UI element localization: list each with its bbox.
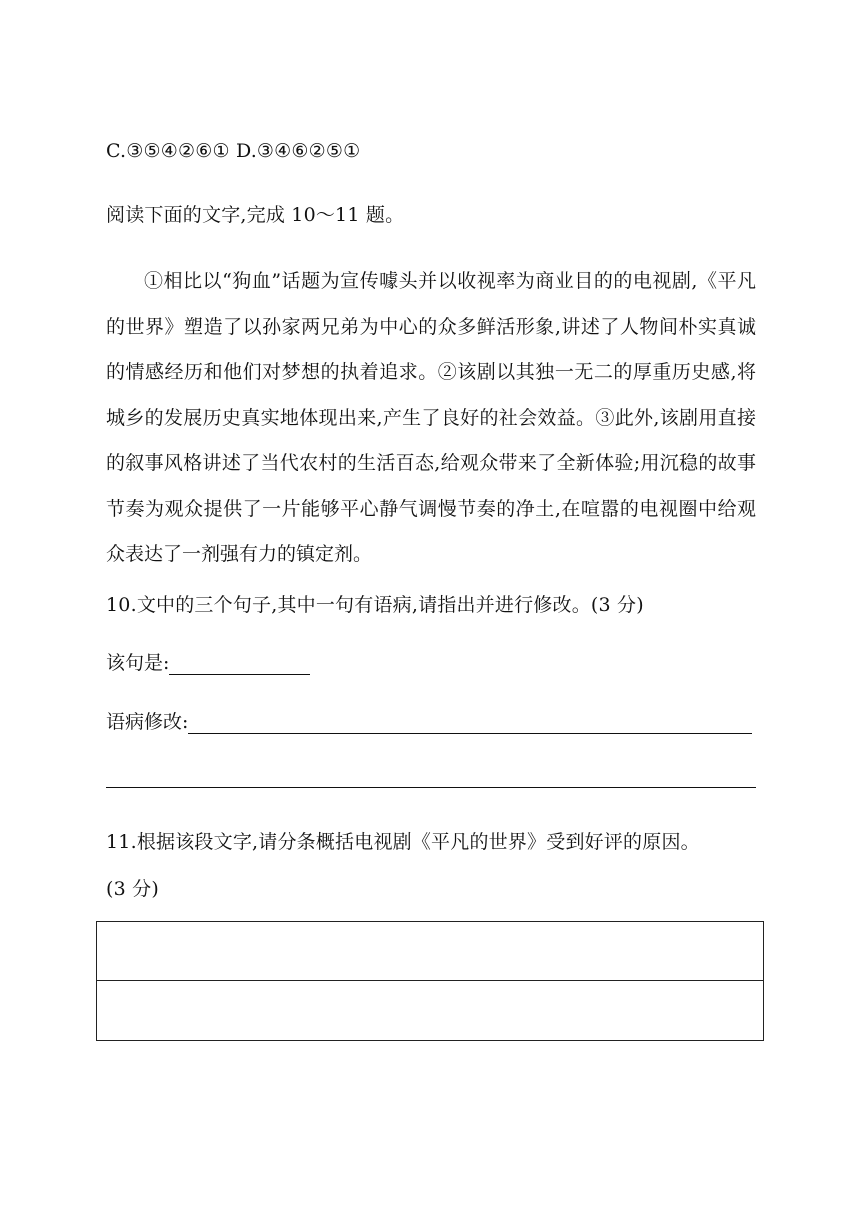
question-10-prompt: 10.文中的三个句子,其中一句有语病,请指出并进行修改。(3 分) <box>106 594 644 616</box>
answer-box-1[interactable] <box>97 922 763 981</box>
answer-options: C.③⑤④②⑥① D.③④⑥②⑤① <box>106 140 361 162</box>
question-11-answer-table <box>96 921 764 1041</box>
question-10-fix-row <box>106 707 752 734</box>
question-11-prompt: 11.根据该段文字,请分条概括电视剧《平凡的世界》受到好评的原因。 <box>106 831 700 853</box>
question-10-fix-blank-continued[interactable] <box>106 787 756 788</box>
question-10-sentence-blank[interactable] <box>169 648 310 675</box>
reading-passage: ①相比以“狗血”话题为宣传噱头并以收视率为商业目的的电视剧,《平凡的世界》塑造了以孙家两兄弟为中心的众多鲜活形象,讲述了人物间朴实真诚的情感经历和他们对梦想的执着追求。②该剧以其独一无二的厚重历史感,将城乡的发展历史真实地体现出来,产生了良好的社会效益。③此外,该剧用直接的叙事风格讲述了当代农村的生活百态,给观众带来了全新体验;用沉稳的故事节奏为观众提供了一片能够平心静气调慢节奏的净土,在喧嚣的电视圈中给观众表达了一剂强有力的镇定剂。 <box>106 270 756 565</box>
answer-box-2[interactable] <box>97 981 763 1040</box>
question-11-score: (3 分) <box>106 878 159 900</box>
question-10-fix-blank[interactable] <box>188 707 752 734</box>
question-10-sentence-label: 该句是: <box>106 652 170 674</box>
question-10-sentence-row <box>106 648 310 675</box>
reading-instruction: 阅读下面的文字,完成 10～11 题。 <box>106 204 405 226</box>
question-10-fix-label: 语病修改: <box>106 711 189 733</box>
